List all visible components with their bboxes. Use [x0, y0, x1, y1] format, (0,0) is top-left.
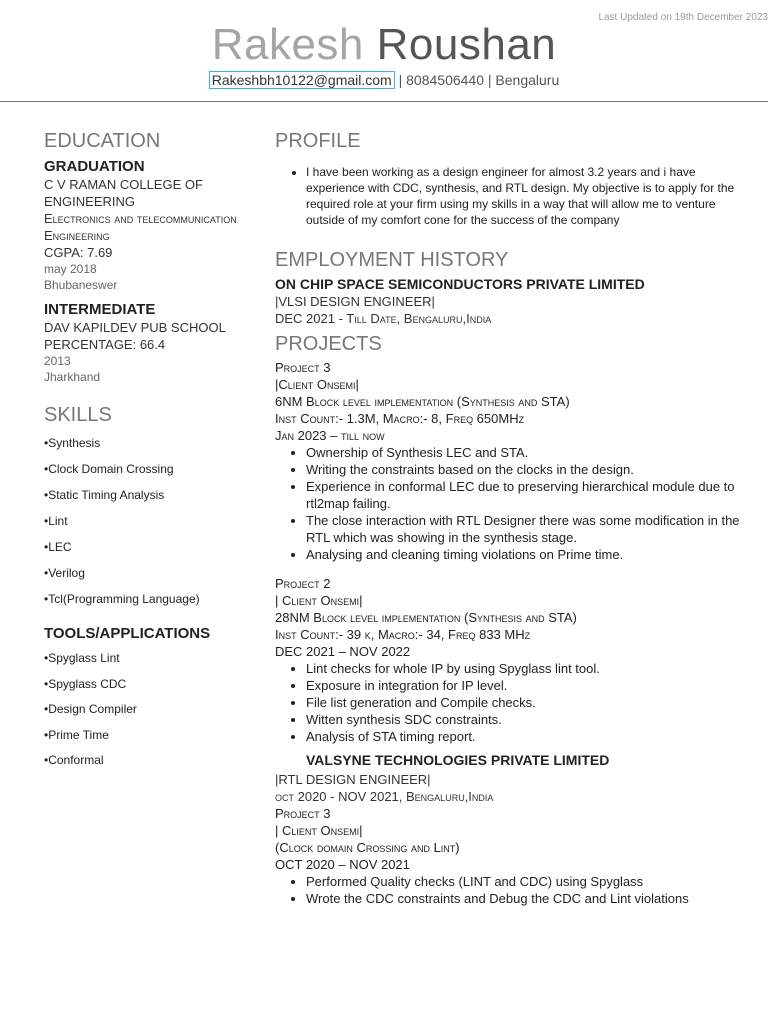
project-client: | Client Onsemi| — [275, 823, 363, 838]
skill-item: •Static Timing Analysis — [44, 488, 165, 502]
project-2-bullets — [275, 660, 745, 745]
profile-list — [275, 164, 745, 228]
list-item: • Performed Quality checks (LINT and CDC) using Spyglass — [306, 873, 745, 890]
first-name: Rakesh — [211, 20, 364, 69]
project-dates: DEC 2021 – NOV 2022 — [275, 644, 411, 659]
skill-item: •Verilog — [44, 566, 85, 580]
last-updated: Last Updated on 19th December 2023 — [598, 12, 768, 23]
list-item: • Exposure in integration for IP level. — [306, 677, 745, 694]
list-item: • Writing the constraints based on the clocks in the design. — [306, 461, 745, 478]
right-column — [275, 128, 745, 907]
list-item: • Analysis of STA timing report. — [306, 728, 745, 745]
intermediate-year: 2013 — [44, 354, 71, 368]
list-item: • Wrote the CDC constraints and Debug the CDC and Lint violations — [306, 890, 745, 907]
project-title: Project 3 — [275, 360, 331, 375]
college-name: C V RAMAN COLLEGE OF ENGINEERING — [44, 177, 203, 209]
contact-line — [0, 72, 768, 88]
candidate-name — [0, 20, 768, 70]
profile-heading: PROFILE — [275, 130, 361, 152]
project-count: Inst Count:- 1.3M, Macro:- 8, Freq 650MHz — [275, 411, 525, 426]
project-description: 6NM Block level implementation (Synthesis and STA) — [275, 394, 570, 409]
projects-heading: PROJECTS — [275, 333, 382, 355]
list-item: • Ownership of Synthesis LEC and STA. — [306, 444, 745, 461]
cgpa: CGPA: 7.69 — [44, 245, 113, 260]
project-description: (Clock domain Crossing and Lint) — [275, 840, 460, 855]
employment-heading: EMPLOYMENT HISTORY — [275, 249, 509, 271]
project-client: |Client Onsemi| — [275, 377, 359, 392]
project-title: Project 2 — [275, 576, 331, 591]
graduation-title: GRADUATION — [44, 158, 145, 175]
graduation-place: Bhubaneswer — [44, 278, 118, 292]
list-item: • Analysing and cleaning timing violations on Prime time. — [306, 546, 745, 563]
tool-item: •Spyglass CDC — [44, 676, 127, 691]
valsyne-bullets — [275, 873, 745, 907]
project-description: 28NM Block level implementation (Synthesis and STA) — [275, 610, 577, 625]
list-item: • The close interaction with RTL Designer there was some modification in the RTL which was showing in the synthesis stage. — [306, 512, 745, 546]
project-client: | Client Onsemi| — [275, 593, 363, 608]
job-role: |RTL DESIGN ENGINEER| — [275, 772, 431, 787]
intermediate-title: INTERMEDIATE — [44, 301, 156, 318]
project-3-bullets — [275, 444, 745, 563]
company-name: VALSYNE TECHNOLOGIES PRIVATE LIMITED — [306, 752, 610, 768]
last-name: Roushan — [376, 20, 557, 69]
tools-heading: TOOLS/APPLICATIONS — [44, 625, 211, 642]
email-link[interactable]: Rakeshbh10122@gmail.com — [209, 71, 395, 89]
percentage: PERCENTAGE: 66.4 — [44, 337, 166, 352]
skill-item: •Clock Domain Crossing — [44, 462, 174, 476]
header-divider — [0, 101, 768, 102]
tool-item: •Prime Time — [44, 727, 109, 742]
skill-item: •Synthesis — [44, 436, 101, 450]
education-heading: EDUCATION — [44, 130, 161, 152]
tool-item: •Design Compiler — [44, 702, 137, 716]
list-item: • File list generation and Compile checks. — [306, 694, 745, 711]
skill-item: •Tcl(Programming Language) — [44, 592, 200, 606]
project-count: Inst Count:- 39 k, Macro:- 34, Freq 833 MHz — [275, 627, 531, 642]
tool-item: •Spyglass Lint — [44, 651, 120, 665]
branch: Electronics and telecommunication Engineering — [44, 211, 237, 243]
project-dates: Jan 2023 – till now — [275, 428, 385, 443]
project-dates: OCT 2020 – NOV 2021 — [275, 857, 410, 872]
skill-item: •Lint — [44, 514, 68, 528]
phone-location: | 8084506440 | Bengaluru — [394, 72, 560, 88]
job-dates: DEC 2021 - Till Date, Bengaluru,India — [275, 311, 492, 326]
job-role: |VLSI DESIGN ENGINEER| — [275, 294, 435, 309]
profile-text: • I have been working as a design engineer for almost 3.2 years and i have experience with CDC, synthesis, and RTL design. My objective is to apply for the required role at your firm using my skills in a way that will allow me to venture outside of my comfort cone for the success of the company — [306, 164, 745, 228]
graduation-date: may 2018 — [44, 262, 97, 276]
list-item: • Witten synthesis SDC constraints. — [306, 711, 745, 728]
project-title: Project 3 — [275, 806, 331, 821]
company-name: ON CHIP SPACE SEMICONDUCTORS PRIVATE LIMITED — [275, 276, 645, 292]
list-item: • Lint checks for whole IP by using Spyglass lint tool. — [306, 660, 745, 677]
list-item: • Experience in conformal LEC due to preserving hierarchical module due to rtl2map failing. — [306, 478, 745, 512]
school-name: DAV KAPILDEV PUB SCHOOL — [44, 320, 226, 335]
job-dates: oct 2020 - NOV 2021, Bengaluru,India — [275, 789, 494, 804]
skill-item: •LEC — [44, 540, 72, 554]
left-column — [44, 128, 269, 774]
intermediate-place: Jharkhand — [44, 370, 101, 384]
skills-heading: SKILLS — [44, 404, 112, 426]
tool-item: •Conformal — [44, 753, 104, 767]
